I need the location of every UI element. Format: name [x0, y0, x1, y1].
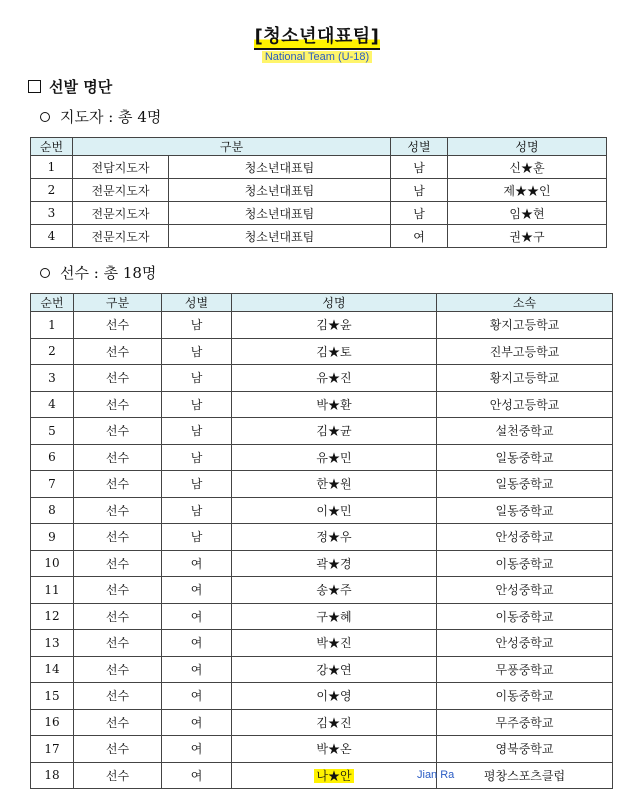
- player-gender: 남: [162, 312, 232, 339]
- player-affiliation: 안성고등학교: [437, 391, 613, 418]
- player-gender: 여: [162, 683, 232, 710]
- player-type: 선수: [74, 365, 162, 392]
- player-no: 9: [31, 524, 74, 551]
- coach-name: 제★★인: [448, 179, 607, 202]
- player-affiliation: 황지고등학교: [437, 312, 613, 339]
- player-type: 선수: [74, 312, 162, 339]
- player-name: 구★혜: [232, 603, 437, 630]
- coaches-heading: [40, 106, 161, 127]
- player-affiliation: 진부고등학교: [437, 338, 613, 365]
- player-no: 15: [31, 683, 74, 710]
- player-no: 4: [31, 391, 74, 418]
- player-type: 선수: [74, 471, 162, 498]
- coaches-heading-text: 지도자 : 총 4명: [60, 108, 162, 126]
- player-type: 선수: [74, 630, 162, 657]
- player-no: 7: [31, 471, 74, 498]
- player-name: 김★균: [232, 418, 437, 445]
- players-header-type: 구분: [74, 294, 162, 312]
- table-row: [31, 391, 613, 418]
- player-name: 김★토: [232, 338, 437, 365]
- players-heading-text: 선수 : 총 18명: [60, 264, 157, 282]
- coaches-header-name: 성명: [448, 138, 607, 156]
- coach-team: 청소년대표팀: [169, 156, 391, 179]
- player-name: 유★민: [232, 444, 437, 471]
- player-name: 이★영: [232, 683, 437, 710]
- document-title: [청소년대표팀]: [254, 26, 381, 50]
- player-name: [232, 762, 455, 789]
- document-title-block: [0, 26, 634, 63]
- table-row: [31, 312, 613, 339]
- player-affiliation: 안성중학교: [437, 577, 613, 604]
- table-row: [31, 156, 607, 179]
- player-gender: 남: [162, 497, 232, 524]
- player-affiliation: 설천중학교: [437, 418, 613, 445]
- player-name: 박★진: [232, 630, 437, 657]
- coach-name: 권★구: [448, 225, 607, 248]
- players-table: [30, 293, 613, 789]
- coach-no: 2: [31, 179, 73, 202]
- subtitle: National Team (U-18): [262, 51, 372, 63]
- player-gender: 여: [162, 630, 232, 657]
- coach-no: 3: [31, 202, 73, 225]
- player-gender: 여: [162, 550, 232, 577]
- player-gender: 여: [162, 709, 232, 736]
- player-type: 선수: [74, 762, 162, 789]
- player-gender: 남: [162, 524, 232, 551]
- player-gender: 여: [162, 736, 232, 763]
- table-row: [31, 762, 613, 789]
- player-no: 2: [31, 338, 74, 365]
- player-affiliation: 평창스포츠클럽: [437, 762, 613, 789]
- player-gender: 남: [162, 365, 232, 392]
- player-no: 8: [31, 497, 74, 524]
- table-row: [31, 577, 613, 604]
- player-type: 선수: [74, 603, 162, 630]
- coach-gender: 남: [391, 156, 448, 179]
- player-name: 정★우: [232, 524, 437, 551]
- section-heading: [28, 76, 112, 97]
- player-affiliation: 일동중학교: [437, 497, 613, 524]
- players-header-no: 순번: [31, 294, 74, 312]
- player-gender: 남: [162, 391, 232, 418]
- coaches-table: [30, 137, 607, 248]
- player-type: 선수: [74, 550, 162, 577]
- player-affiliation: 이동중학교: [437, 550, 613, 577]
- coaches-header-gender: 성별: [391, 138, 448, 156]
- coaches-header-category: 구분: [73, 138, 391, 156]
- player-affiliation: 황지고등학교: [437, 365, 613, 392]
- table-row: [31, 365, 613, 392]
- player-affiliation: 무주중학교: [437, 709, 613, 736]
- player-name: 송★주: [232, 577, 437, 604]
- table-row: [31, 630, 613, 657]
- player-affiliation: 이동중학교: [437, 683, 613, 710]
- player-name: 강★연: [232, 656, 437, 683]
- checkbox-square-icon: [28, 80, 41, 93]
- coach-role: 전담지도자: [73, 156, 169, 179]
- coach-no: 1: [31, 156, 73, 179]
- players-header-name: 성명: [232, 294, 437, 312]
- coach-team: 청소년대표팀: [169, 179, 391, 202]
- player-type: 선수: [74, 524, 162, 551]
- table-row: [31, 683, 613, 710]
- table-row: [31, 603, 613, 630]
- player-type: 선수: [74, 338, 162, 365]
- player-name: 김★진: [232, 709, 437, 736]
- table-row: [31, 179, 607, 202]
- table-row: [31, 202, 607, 225]
- player-affiliation: 무풍중학교: [437, 656, 613, 683]
- circle-bullet-icon: [40, 112, 50, 122]
- player-name: 이★민: [232, 497, 437, 524]
- player-gender: 남: [162, 471, 232, 498]
- players-heading: [40, 262, 156, 283]
- player-no: 16: [31, 709, 74, 736]
- table-row: [31, 524, 613, 551]
- table-row: [31, 656, 613, 683]
- player-gender: 남: [162, 444, 232, 471]
- coach-gender: 남: [391, 179, 448, 202]
- handwritten-annotation: Jian Ra: [417, 768, 455, 781]
- coach-role: 전문지도자: [73, 179, 169, 202]
- player-type: 선수: [74, 497, 162, 524]
- player-affiliation: 일동중학교: [437, 444, 613, 471]
- player-type: 선수: [74, 444, 162, 471]
- circle-bullet-icon: [40, 268, 50, 278]
- coach-gender: 여: [391, 225, 448, 248]
- player-type: 선수: [74, 709, 162, 736]
- table-row: [31, 550, 613, 577]
- player-type: 선수: [74, 577, 162, 604]
- player-no: 12: [31, 603, 74, 630]
- player-no: 5: [31, 418, 74, 445]
- player-type: 선수: [74, 683, 162, 710]
- player-gender: 남: [162, 418, 232, 445]
- players-header-gender: 성별: [162, 294, 232, 312]
- player-affiliation: 영북중학교: [437, 736, 613, 763]
- section-title: 선발 명단: [49, 78, 113, 96]
- player-type: 선수: [74, 391, 162, 418]
- coach-gender: 남: [391, 202, 448, 225]
- table-row: [31, 709, 613, 736]
- title-annotation: [0, 51, 634, 63]
- player-type: 선수: [74, 736, 162, 763]
- table-row: [31, 736, 613, 763]
- coach-name: 임★현: [448, 202, 607, 225]
- player-no: 1: [31, 312, 74, 339]
- player-no: 10: [31, 550, 74, 577]
- player-type: 선수: [74, 656, 162, 683]
- player-gender: 여: [162, 577, 232, 604]
- player-type: 선수: [74, 418, 162, 445]
- player-affiliation: 안성중학교: [437, 630, 613, 657]
- player-name: 김★윤: [232, 312, 437, 339]
- player-gender: 남: [162, 338, 232, 365]
- player-name: 박★환: [232, 391, 437, 418]
- coaches-header-no: 순번: [31, 138, 73, 156]
- player-affiliation: 안성중학교: [437, 524, 613, 551]
- player-gender: 여: [162, 656, 232, 683]
- player-no: 18: [31, 762, 74, 789]
- player-no: 17: [31, 736, 74, 763]
- table-row: [31, 225, 607, 248]
- coach-role: 전문지도자: [73, 225, 169, 248]
- player-name: 곽★경: [232, 550, 437, 577]
- player-no: 6: [31, 444, 74, 471]
- coach-role: 전문지도자: [73, 202, 169, 225]
- coach-team: 청소년대표팀: [169, 202, 391, 225]
- player-no: 3: [31, 365, 74, 392]
- player-affiliation: 일동중학교: [437, 471, 613, 498]
- player-no: 11: [31, 577, 74, 604]
- table-row: [31, 471, 613, 498]
- coach-no: 4: [31, 225, 73, 248]
- table-row: [31, 444, 613, 471]
- coach-name: 신★훈: [448, 156, 607, 179]
- players-header-affiliation: 소속: [437, 294, 613, 312]
- player-affiliation: 이동중학교: [437, 603, 613, 630]
- player-name: 한★원: [232, 471, 437, 498]
- player-gender: 여: [162, 603, 232, 630]
- player-no: 13: [31, 630, 74, 657]
- player-name: 박★온: [232, 736, 437, 763]
- table-row: [31, 338, 613, 365]
- coach-team: 청소년대표팀: [169, 225, 391, 248]
- player-gender: 여: [162, 762, 232, 789]
- player-name: 유★진: [232, 365, 437, 392]
- player-name-text: 나★안: [316, 768, 352, 783]
- player-no: 14: [31, 656, 74, 683]
- table-row: [31, 418, 613, 445]
- table-row: [31, 497, 613, 524]
